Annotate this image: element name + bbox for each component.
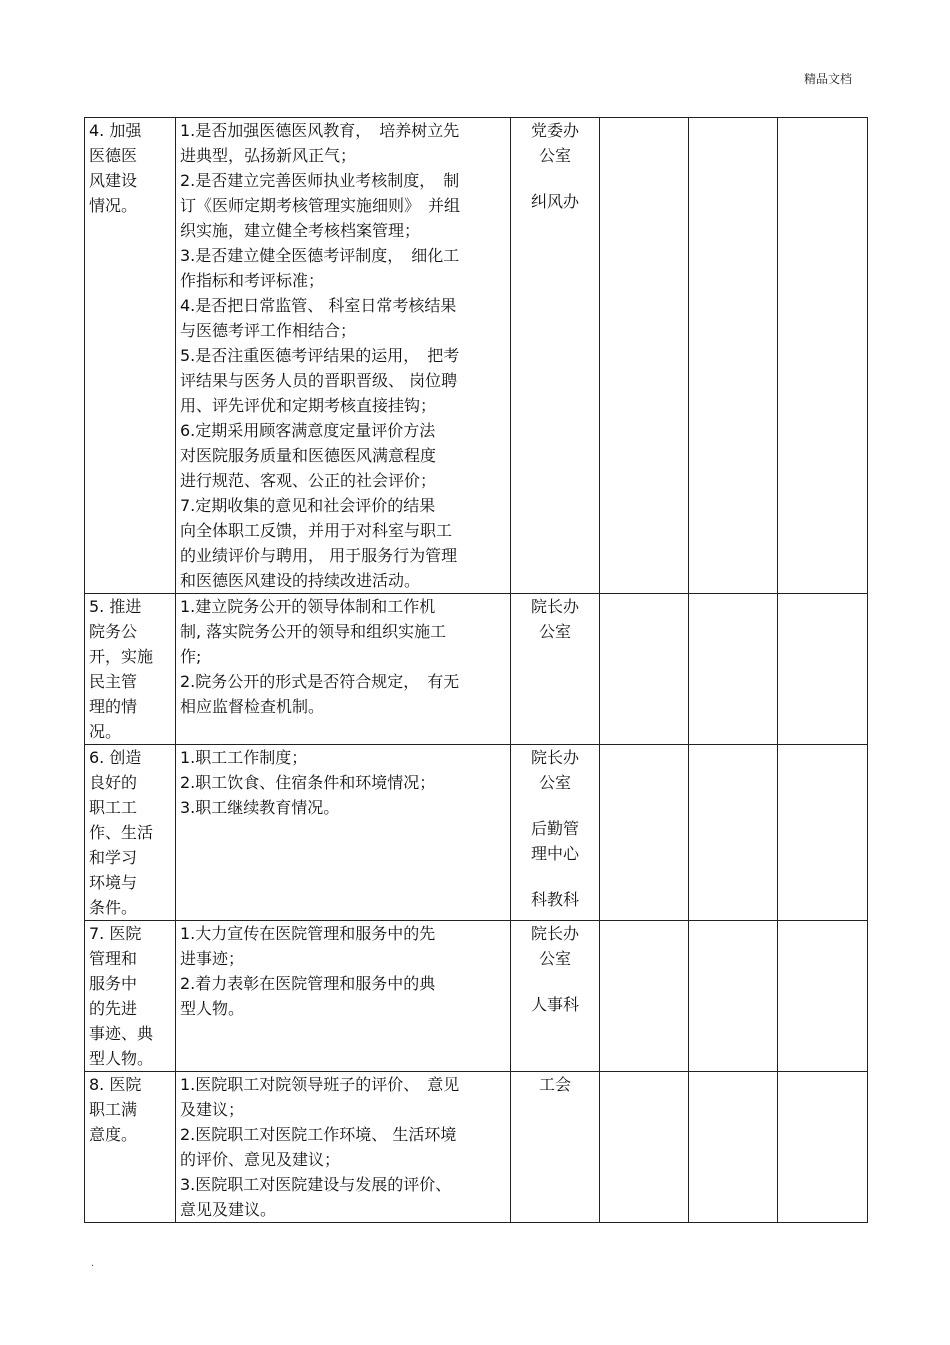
cell-line: 公室 [538, 949, 571, 968]
cell-line: 进行规范、客观、公正的社会评价； [180, 471, 437, 490]
cell-line: 2.医院职工对医院工作环境、 生活环境 [180, 1125, 457, 1144]
blank-score-cell[interactable] [689, 921, 778, 1072]
cell-line: 3.是否建立健全医德考评制度， 细化工 [180, 246, 460, 265]
cell-line: 7. 医院 [89, 924, 142, 943]
cell-line: 型人物。 [180, 999, 245, 1018]
cell-line: 作、生活 [89, 823, 154, 842]
cell-line: 7.定期收集的意见和社会评价的结果 [180, 496, 436, 515]
cell-line: 风建设 [89, 171, 138, 190]
item-cell [85, 1072, 176, 1223]
blank-score-cell[interactable] [778, 118, 868, 594]
content-cell [176, 118, 511, 594]
department-cell [511, 921, 600, 1072]
cell-line: 意度。 [89, 1125, 138, 1144]
table-row [85, 1072, 868, 1223]
cell-line: 院长办 [530, 597, 579, 616]
cell-line [515, 795, 595, 816]
blank-score-cell[interactable] [689, 118, 778, 594]
cell-line: 况。 [89, 722, 122, 741]
cell-line: 的业绩评价与聘用， 用于服务行为管理 [180, 546, 458, 565]
cell-line: 2.是否建立完善医师执业考核制度， 制 [180, 171, 460, 190]
cell-line: 公室 [538, 622, 571, 641]
cell-line: 评结果与医务人员的晋职晋级、 岗位聘 [180, 371, 458, 390]
cell-line: 作指标和考评标准； [180, 271, 325, 290]
cell-line: 医德医 [89, 146, 138, 165]
cell-line: 事迹、典 [89, 1024, 154, 1043]
cell-line: 1.医院职工对院领导班子的评价、 意见 [180, 1075, 460, 1094]
cell-line: 院务公 [89, 622, 138, 641]
cell-line: 的评价、意见及建议； [180, 1150, 341, 1169]
content-cell [176, 1072, 511, 1223]
footer-dot: . [91, 1258, 95, 1269]
cell-line: 环境与 [89, 873, 138, 892]
cell-line: 5.是否注重医德考评结果的运用， 把考 [180, 346, 460, 365]
cell-line: 服务中 [89, 974, 138, 993]
assessment-table [84, 117, 868, 1223]
cell-line: 公室 [538, 146, 571, 165]
cell-line: 和医德医风建设的持续改进活动。 [180, 571, 421, 590]
blank-score-cell[interactable] [689, 745, 778, 921]
cell-line: 型人物。 [89, 1049, 154, 1068]
cell-line: 公室 [538, 773, 571, 792]
header-watermark: 精品文档 [803, 72, 852, 86]
content-cell [176, 594, 511, 745]
blank-score-cell[interactable] [689, 594, 778, 745]
cell-line: 1.建立院务公开的领导体制和工作机 [180, 597, 436, 616]
department-cell [511, 745, 600, 921]
cell-line: 院长办 [530, 924, 579, 943]
department-cell [511, 1072, 600, 1223]
blank-score-cell[interactable] [689, 1072, 778, 1223]
cell-line: 对医院服务质量和医德医风满意程度 [180, 446, 437, 465]
item-cell [85, 745, 176, 921]
cell-line [515, 168, 595, 189]
cell-line: 工会 [538, 1075, 571, 1094]
cell-line [515, 866, 595, 887]
cell-line: 进典型，弘扬新风正气； [180, 146, 357, 165]
cell-line: 1.职工工作制度； [180, 748, 308, 767]
cell-line: 情况。 [89, 196, 138, 215]
cell-line: 织实施，建立健全考核档案管理； [180, 221, 421, 240]
cell-line: 职工满 [89, 1100, 138, 1119]
cell-line: 条件。 [89, 898, 138, 917]
department-cell [511, 594, 600, 745]
blank-score-cell[interactable] [600, 118, 689, 594]
cell-line: 进事迹； [180, 949, 245, 968]
cell-line: 5. 推进 [89, 597, 142, 616]
department-cell [511, 118, 600, 594]
cell-line: 2.院务公开的形式是否符合规定， 有无 [180, 672, 460, 691]
cell-line: 和学习 [89, 848, 138, 867]
cell-line: 3.医院职工对医院建设与发展的评价、 [180, 1175, 452, 1194]
blank-score-cell[interactable] [600, 921, 689, 1072]
cell-line: 及建议； [180, 1100, 245, 1119]
cell-line: 作; [180, 647, 202, 666]
cell-line: 1.大力宣传在医院管理和服务中的先 [180, 924, 436, 943]
blank-score-cell[interactable] [600, 745, 689, 921]
table-row [85, 921, 868, 1072]
content-cell [176, 745, 511, 921]
cell-line: 6. 创造 [89, 748, 142, 767]
item-cell [85, 118, 176, 594]
cell-line: 党委办 [530, 121, 579, 140]
cell-line: 人事科 [530, 995, 579, 1014]
cell-line: 纠风办 [530, 192, 579, 211]
blank-score-cell[interactable] [778, 921, 868, 1072]
cell-line: 后勤管 [530, 819, 579, 838]
cell-line: 意见及建议。 [180, 1200, 277, 1219]
cell-line: 用、评先评优和定期考核直接挂钩； [180, 396, 437, 415]
cell-line: 4. 加强 [89, 121, 142, 140]
table-row [85, 745, 868, 921]
cell-line: 4.是否把日常监管、 科室日常考核结果 [180, 296, 457, 315]
cell-line: 2.着力表彰在医院管理和服务中的典 [180, 974, 436, 993]
cell-line: 制, 落实院务公开的领导和组织实施工 [180, 622, 447, 641]
cell-line: 1.是否加强医德医风教育， 培养树立先 [180, 121, 460, 140]
table-row [85, 118, 868, 594]
cell-line: 科教科 [530, 890, 579, 909]
cell-line: 3.职工继续教育情况。 [180, 798, 340, 817]
cell-line: 2.职工饮食、住宿条件和环境情况； [180, 773, 436, 792]
cell-line [515, 971, 595, 992]
item-cell [85, 921, 176, 1072]
cell-line: 的先进 [89, 999, 138, 1018]
cell-line: 8. 医院 [89, 1075, 142, 1094]
cell-line: 向全体职工反馈，并用于对科室与职工 [180, 521, 453, 540]
content-cell [176, 921, 511, 1072]
cell-line: 订《医师定期考核管理实施细则》 并组 [180, 196, 461, 215]
cell-line: 与医德考评工作相结合； [180, 321, 357, 340]
cell-line: 管理和 [89, 949, 138, 968]
cell-line: 民主管 [89, 672, 138, 691]
cell-line: 良好的 [89, 773, 138, 792]
cell-line: 理的情 [89, 697, 138, 716]
cell-line: 职工工 [89, 798, 138, 817]
blank-score-cell[interactable] [778, 1072, 868, 1223]
cell-line: 相应监督检查机制。 [180, 697, 325, 716]
cell-line: 院长办 [530, 748, 579, 767]
cell-line: 开，实施 [89, 647, 154, 666]
table-row [85, 594, 868, 745]
cell-line: 理中心 [530, 844, 579, 863]
cell-line: 6.定期采用顾客满意度定量评价方法 [180, 421, 436, 440]
blank-score-cell[interactable] [600, 594, 689, 745]
blank-score-cell[interactable] [778, 745, 868, 921]
blank-score-cell[interactable] [600, 1072, 689, 1223]
blank-score-cell[interactable] [778, 594, 868, 745]
item-cell [85, 594, 176, 745]
